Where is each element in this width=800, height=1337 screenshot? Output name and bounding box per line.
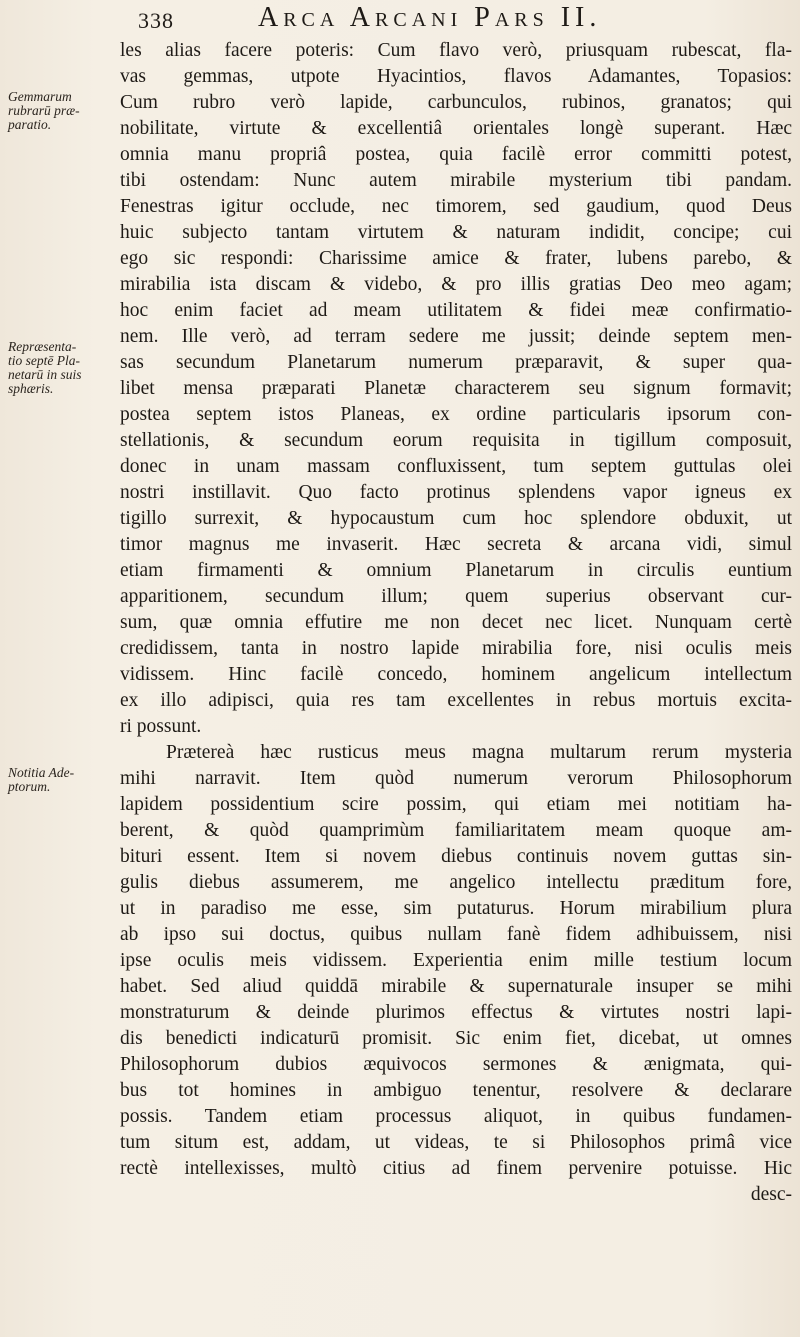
- text-line: ab ipso sui doctus, quibus nullam fanè fidem adhibuissem, nisi: [120, 924, 792, 945]
- text-line: ex illo adipisci, quia res tam excellentes in rebus mortuis excita-: [120, 690, 792, 711]
- text-line: stellationis, & secundum eorum requisita in tigillum composuit,: [120, 430, 792, 451]
- text-line: dis benedicti indicaturū promisit. Sic enim fiet, dicebat, ut omnes: [120, 1028, 792, 1049]
- margin-note-gemmarum: [8, 90, 112, 132]
- text-line: ut in paradiso me esse, sim putaturus. Horum mirabilium plura: [120, 898, 792, 919]
- text-line: monstraturum & deinde plurimos effectus & virtutes nostri lapi-: [120, 1002, 792, 1023]
- text-line: bituri essent. Item si novem diebus continuis novem guttas sin-: [120, 846, 792, 867]
- text-line: etiam firmamenti & omnium Planetarum in circulis euntium: [120, 560, 792, 581]
- margin-note-line: rubrarū præ-: [8, 103, 80, 118]
- text-line: ipse oculis meis vidissem. Experientia enim mille testium locum: [120, 950, 792, 971]
- text-line: Prætereà hæc rusticus meus magna multarum rerum mysteria: [166, 742, 792, 763]
- margin-note-line: netarū in suis: [8, 367, 82, 382]
- margin-note-line: Gemmarum: [8, 89, 72, 104]
- text-line: gulis diebus assumerem, me angelico intellectu præditum fore,: [120, 872, 792, 893]
- text-line: tibi ostendam: Nunc autem mirabile mysterium tibi pandam.: [120, 170, 792, 191]
- text-line: nostri instillavit. Quo facto protinus splendens vapor igneus ex: [120, 482, 792, 503]
- text-line: omnia manu propriâ postea, quia facilè error committi potest,: [120, 144, 792, 165]
- margin-note-line: sphæris.: [8, 381, 54, 396]
- running-title: Arca Arcani Pars II.: [258, 2, 602, 33]
- margin-note-line: Repræsenta-: [8, 339, 77, 354]
- text-line: les alias facere poteris: Cum flavo verò, priusquam rubescat, fla-: [120, 40, 792, 61]
- page-number: 338: [138, 8, 174, 33]
- text-line: habet. Sed aliud quiddā mirabile & supernaturale insuper se mihi: [120, 976, 792, 997]
- margin-note-line: paratio.: [8, 117, 52, 132]
- text-line: bus tot homines in ambiguo tenentur, resolvere & declarare: [120, 1080, 792, 1101]
- text-line: timor magnus me invaserit. Hæc secreta & arcana vidi, simul: [120, 534, 792, 555]
- text-line: sas secundum Planetarum numerum præparavit, & super qua-: [120, 352, 792, 373]
- text-line: rectè intellexisses, multò citius ad finem pervenire potuisse. Hic: [120, 1158, 792, 1179]
- text-line: libet mensa præparati Planetæ characterem seu signum formavit;: [120, 378, 792, 399]
- main-text-block: [120, 38, 792, 1208]
- margin-note-line: ptorum.: [8, 779, 51, 794]
- text-line: berent, & quòd quamprimùm familiaritatem meam quoque am-: [120, 820, 792, 841]
- text-line: tigillo surrexit, & hypocaustum cum hoc splendore obduxit, ut: [120, 508, 792, 529]
- text-line: nem. Ille verò, ad terram sedere me jussit; deinde septem men-: [120, 326, 792, 347]
- margin-note-repraesentatio: [8, 340, 112, 396]
- text-line: mirabilia ista discam & videbo, & pro illis gratias Deo meo agam;: [120, 274, 792, 295]
- text-line: sum, quæ omnia effutire me non decet nec licet. Nunquam certè: [120, 612, 792, 633]
- text-line: postea septem istos Planeas, ex ordine particularis ipsorum con-: [120, 404, 792, 425]
- margin-note-line: tio septē Pla-: [8, 353, 80, 368]
- text-line: Cum rubro verò lapide, carbunculos, rubinos, granatos; qui: [120, 92, 792, 113]
- text-line: huic subjecto tantam virtutem & naturam indidit, concipe; cui: [120, 222, 792, 243]
- text-line: Philosophorum dubios æquivocos sermones & ænigmata, qui-: [120, 1054, 792, 1075]
- text-line: lapidem possidentium scire possim, qui etiam mei notitiam ha-: [120, 794, 792, 815]
- text-line: ego sic respondi: Charissime amice & frater, lubens parebo, &: [120, 248, 792, 269]
- text-line: credidissem, tanta in nostro lapide mirabilia fore, nisi oculis meis: [120, 638, 792, 659]
- margin-note-notitia: [8, 766, 112, 794]
- text-line: tum situm est, addam, ut videas, te si Philosophos primâ vice: [120, 1132, 792, 1153]
- margin-note-line: Notitia Ade-: [8, 765, 75, 780]
- text-line: Fenestras igitur occlude, nec timorem, sed gaudium, quod Deus: [120, 196, 792, 217]
- text-line: desc-: [750, 1184, 792, 1205]
- page-header: [118, 2, 788, 38]
- text-line: apparitionem, secundum illum; quem superius observant cur-: [120, 586, 792, 607]
- text-line: donec in unam massam confluxissent, tum septem guttulas olei: [120, 456, 792, 477]
- text-line: mihi narravit. Item quòd numerum verorum Philosophorum: [120, 768, 792, 789]
- text-line: possis. Tandem etiam processus aliquot, in quibus fundamen-: [120, 1106, 792, 1127]
- text-line: vidissem. Hinc facilè concedo, hominem angelicum intellectum: [120, 664, 792, 685]
- text-line: nobilitate, virtute & excellentiâ orientales longè superant. Hæc: [120, 118, 792, 139]
- text-line: vas gemmas, utpote Hyacintios, flavos Adamantes, Topasios:: [120, 66, 792, 87]
- text-line: ri possunt.: [120, 716, 202, 737]
- text-line: hoc enim faciet ad meam utilitatem & fidei meæ confirmatio-: [120, 300, 792, 321]
